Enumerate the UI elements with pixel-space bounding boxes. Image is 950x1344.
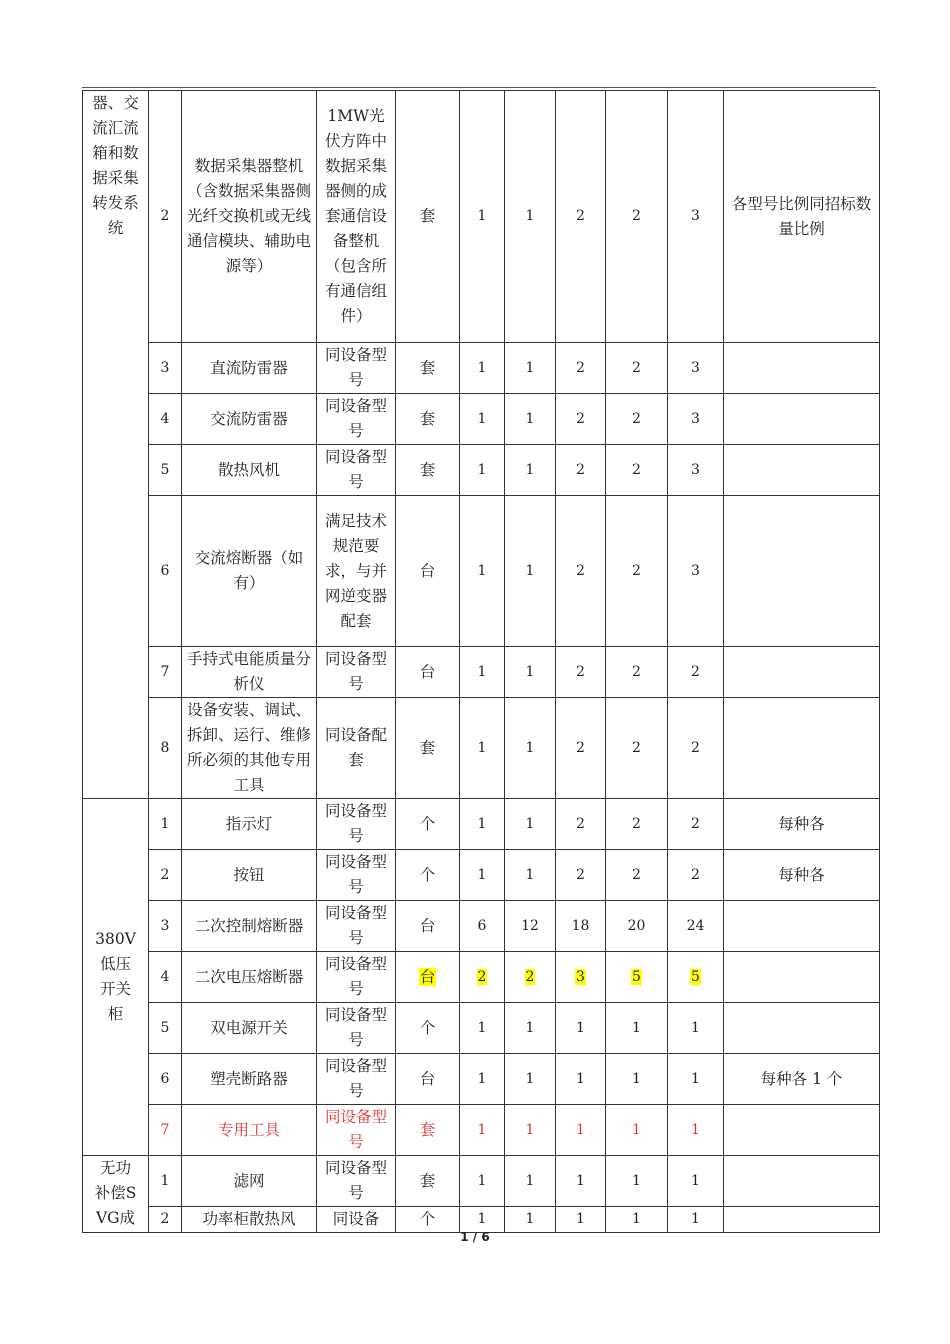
item-model: 同设备 [317,1207,396,1233]
qty-4: 1 [606,1156,668,1207]
item-unit: 个 [396,1207,460,1233]
item-model: 1MW光伏方阵中数据采集器侧的成套通信设备整机（包含所有通信组件） [317,91,396,343]
qty-3 [556,952,606,1003]
highlight-mark: 2 [525,968,535,985]
table-row [83,343,880,394]
qty-1: 1 [460,1054,505,1105]
qty-4: 1 [606,1105,668,1156]
item-note: 每种各 [724,799,880,850]
header-rule [82,87,876,88]
qty-2: 1 [505,394,556,445]
highlight-mark: 3 [576,968,585,985]
row-index: 3 [149,901,182,952]
qty-5: 1 [668,1105,724,1156]
qty-4: 2 [606,343,668,394]
qty-5: 3 [668,394,724,445]
qty-2: 1 [505,1054,556,1105]
item-model: 同设备配套 [317,698,396,799]
qty-3: 2 [556,394,606,445]
item-name: 塑壳断路器 [182,1054,317,1105]
qty-4: 1 [606,1003,668,1054]
qty-5: 1 [668,1003,724,1054]
qty-1: 6 [460,901,505,952]
qty-4: 1 [606,1207,668,1233]
item-name: 二次控制熔断器 [182,901,317,952]
table-row [83,698,880,799]
row-index: 2 [149,91,182,343]
qty-1: 1 [460,1156,505,1207]
item-model: 同设备型号 [317,647,396,698]
item-model: 满足技术规范要求，与并网逆变器配套 [317,496,396,647]
qty-3: 1 [556,1003,606,1054]
item-unit: 套 [396,91,460,343]
item-unit: 套 [396,343,460,394]
item-unit: 台 [396,1054,460,1105]
item-model: 同设备型号 [317,1003,396,1054]
qty-2: 1 [505,698,556,799]
item-unit: 台 [396,647,460,698]
item-model: 同设备型号 [317,1105,396,1156]
qty-4 [606,952,668,1003]
item-model: 同设备型号 [317,901,396,952]
qty-3: 2 [556,850,606,901]
item-unit: 个 [396,799,460,850]
row-index: 2 [149,1207,182,1233]
row-index: 4 [149,394,182,445]
table-row [83,901,880,952]
qty-1: 1 [460,1105,505,1156]
item-name: 直流防雷器 [182,343,317,394]
qty-1: 1 [460,91,505,343]
row-index: 4 [149,952,182,1003]
item-note: 每种各 [724,850,880,901]
item-unit: 套 [396,1156,460,1207]
qty-3: 2 [556,698,606,799]
row-index: 6 [149,496,182,647]
qty-4: 2 [606,850,668,901]
item-note [724,496,880,647]
item-note [724,1105,880,1156]
qty-2: 1 [505,496,556,647]
row-index: 3 [149,343,182,394]
item-name: 交流熔断器（如有） [182,496,317,647]
item-note [724,394,880,445]
highlight-mark: 台 [419,967,436,986]
qty-2: 1 [505,343,556,394]
item-name: 二次电压熔断器 [182,952,317,1003]
table-row [83,1054,880,1105]
qty-3: 1 [556,1207,606,1233]
item-note [724,901,880,952]
qty-4: 2 [606,647,668,698]
qty-3: 1 [556,1105,606,1156]
qty-3: 2 [556,445,606,496]
qty-1: 1 [460,1207,505,1233]
table-row [83,952,880,1003]
table-row [83,496,880,647]
item-unit: 套 [396,698,460,799]
item-unit: 台 [396,496,460,647]
item-name: 数据采集器整机（含数据采集器侧光纤交换机或无线通信模块、辅助电源等） [182,91,317,343]
item-name: 双电源开关 [182,1003,317,1054]
table-row [83,1156,880,1207]
qty-3: 2 [556,647,606,698]
qty-5: 24 [668,901,724,952]
qty-5: 1 [668,1207,724,1233]
item-name: 设备安装、调试、拆卸、运行、维修所必须的其他专用工具 [182,698,317,799]
qty-4: 20 [606,901,668,952]
qty-3: 2 [556,343,606,394]
item-note [724,1207,880,1233]
qty-1: 1 [460,698,505,799]
row-index: 7 [149,1105,182,1156]
qty-1: 1 [460,343,505,394]
row-index: 8 [149,698,182,799]
qty-5: 2 [668,850,724,901]
item-note [724,445,880,496]
item-name: 功率柜散热风 [182,1207,317,1233]
qty-1: 1 [460,496,505,647]
item-model: 同设备型号 [317,343,396,394]
item-model: 同设备型号 [317,394,396,445]
row-index: 1 [149,1156,182,1207]
qty-1: 1 [460,799,505,850]
item-name: 按钮 [182,850,317,901]
table-row [83,1003,880,1054]
highlight-mark: 5 [691,968,700,985]
item-model: 同设备型号 [317,952,396,1003]
qty-1: 1 [460,850,505,901]
table-row [83,799,880,850]
qty-3: 2 [556,799,606,850]
qty-1: 1 [460,647,505,698]
highlight-mark: 2 [477,968,487,985]
item-name: 散热风机 [182,445,317,496]
qty-2: 1 [505,91,556,343]
item-note [724,343,880,394]
qty-3: 1 [556,1054,606,1105]
item-unit: 台 [396,901,460,952]
qty-4: 2 [606,445,668,496]
item-unit: 套 [396,1105,460,1156]
qty-2: 1 [505,1207,556,1233]
qty-2: 1 [505,1105,556,1156]
qty-5: 3 [668,496,724,647]
item-unit [396,952,460,1003]
qty-5: 3 [668,445,724,496]
item-model: 同设备型号 [317,799,396,850]
qty-5: 2 [668,647,724,698]
item-model: 同设备型号 [317,850,396,901]
qty-1 [460,952,505,1003]
qty-4: 2 [606,799,668,850]
row-index: 7 [149,647,182,698]
qty-5: 1 [668,1156,724,1207]
qty-1: 1 [460,1003,505,1054]
qty-3: 18 [556,901,606,952]
table-row [83,445,880,496]
item-model: 同设备型号 [317,445,396,496]
table-row [83,394,880,445]
qty-2 [505,952,556,1003]
item-note: 各型号比例同招标数量比例 [724,91,880,343]
qty-2: 1 [505,647,556,698]
highlight-mark: 5 [632,968,641,985]
qty-4: 2 [606,698,668,799]
item-unit: 个 [396,850,460,901]
qty-3: 2 [556,91,606,343]
qty-4: 1 [606,1054,668,1105]
item-name: 手持式电能质量分析仪 [182,647,317,698]
row-index: 2 [149,850,182,901]
qty-5: 1 [668,1054,724,1105]
qty-1: 1 [460,445,505,496]
qty-5: 3 [668,343,724,394]
item-unit: 套 [396,394,460,445]
group-cell: 380V低压开关柜 [83,799,149,1156]
qty-2: 12 [505,901,556,952]
spare-parts-table [82,90,880,1233]
group-cell: 无功补偿SVG成 [83,1156,149,1233]
qty-1: 1 [460,394,505,445]
item-model: 同设备型号 [317,1054,396,1105]
qty-2: 1 [505,445,556,496]
qty-3: 2 [556,496,606,647]
qty-3: 1 [556,1156,606,1207]
qty-2: 1 [505,850,556,901]
item-note [724,952,880,1003]
row-index: 6 [149,1054,182,1105]
item-model: 同设备型号 [317,1156,396,1207]
qty-5: 2 [668,799,724,850]
qty-5: 2 [668,698,724,799]
row-index: 5 [149,445,182,496]
item-note [724,647,880,698]
qty-5 [668,952,724,1003]
row-index: 1 [149,799,182,850]
qty-2: 1 [505,799,556,850]
item-unit: 个 [396,1003,460,1054]
item-name: 交流防雷器 [182,394,317,445]
item-note: 每种各 1 个 [724,1054,880,1105]
qty-4: 2 [606,394,668,445]
page-number: 1 / 6 [460,1230,490,1244]
item-note [724,1003,880,1054]
item-note [724,1156,880,1207]
qty-4: 2 [606,91,668,343]
table-row [83,1207,880,1233]
row-index: 5 [149,1003,182,1054]
table-row [83,647,880,698]
group-cell: 器、交流汇流箱和数据采集转发系统 [83,91,149,799]
qty-2: 1 [505,1003,556,1054]
item-note [724,698,880,799]
item-unit: 套 [396,445,460,496]
item-name: 滤网 [182,1156,317,1207]
qty-4: 2 [606,496,668,647]
qty-2: 1 [505,1156,556,1207]
qty-5: 3 [668,91,724,343]
item-name: 专用工具 [182,1105,317,1156]
table-row [83,850,880,901]
table-row [83,1105,880,1156]
table-row [83,91,880,343]
item-name: 指示灯 [182,799,317,850]
